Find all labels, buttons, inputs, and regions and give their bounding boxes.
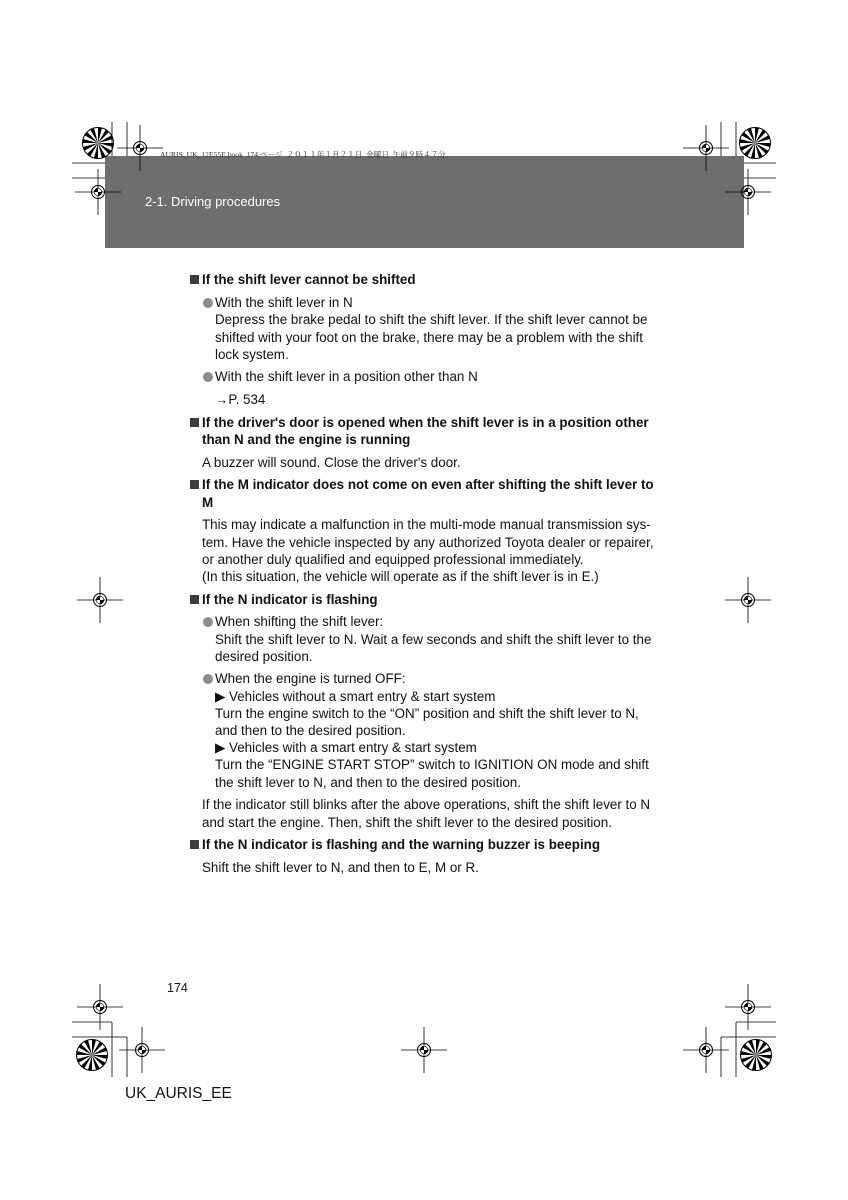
bullet-text-line: and then to the desired position. — [215, 723, 406, 739]
bullet-text-line: Depress the brake pedal to shift the shift lever. If the shift lever cannot be — [215, 312, 648, 328]
crosshair-target-icon — [725, 169, 771, 215]
bullet-text-line: desired position. — [215, 648, 313, 664]
heading-line: If the driver's door is opened when the shift lever is in a position other — [202, 414, 649, 430]
body-line: and start the engine. Then, shift the shift lever to the desired position. — [202, 814, 612, 830]
section-title: 2-1. Driving procedures — [145, 194, 281, 209]
print-slug: AURIS_UK_12E55E.book 174 ページ ２０１１年１月２１日 金曜日 午前９時４７分 — [160, 150, 446, 159]
heading-line: M — [202, 494, 214, 510]
heading-line: If the shift lever cannot be shifted — [202, 272, 416, 288]
crosshair-target-icon — [725, 984, 771, 1030]
page-number: 174 — [167, 981, 188, 995]
body-line: This may indicate a malfunction in the multi-mode manual transmission sys- — [202, 517, 651, 533]
body-line: If the indicator still blinks after the above operations, shift the shift lever to N — [202, 797, 651, 813]
heading-line: If the M indicator does not come on even after shifting the shift lever to — [202, 477, 654, 493]
bullet-text-line: shifted with your foot on the brake, there may be a problem with the shift — [215, 329, 643, 345]
crosshair-target-icon — [401, 1027, 447, 1073]
bullet-text-line: Turn the “ENGINE START STOP” switch to IGNITION ON mode and shift — [215, 757, 649, 773]
body-line: tem. Have the vehicle inspected by any authorized Toyota dealer or repairer, — [202, 534, 654, 550]
document-code: UK_AURIS_EE — [125, 1085, 232, 1102]
crosshair-target-icon — [75, 169, 121, 215]
crosshair-target-icon — [683, 1027, 729, 1073]
crosshair-target-icon — [117, 125, 163, 171]
heading-line: If the N indicator is flashing and the warning buzzer is beeping — [202, 837, 601, 853]
bullet-text-line: lock system. — [215, 346, 289, 362]
crosshair-target-icon — [77, 984, 123, 1030]
bullet-text-line: ▶ Vehicles without a smart entry & start system — [215, 688, 496, 704]
crosshair-target-icon — [77, 577, 123, 623]
bullet-label: With the shift lever in N — [215, 295, 353, 311]
bullet-text-line: the shift lever to N, and then to the desired position. — [215, 774, 521, 790]
heading-line: than N and the engine is running — [202, 432, 411, 448]
body-line: A buzzer will sound. Close the driver's door. — [202, 454, 461, 470]
bullet-label: With the shift lever in a position other than N — [215, 369, 478, 385]
bullet-text-line: ▶ Vehicles with a smart entry & start system — [215, 740, 477, 756]
crop-marks — [72, 122, 776, 1077]
body-line: (In this situation, the vehicle will operate as if the shift lever is in E.) — [202, 568, 599, 584]
bullet-label: When the engine is turned OFF: — [215, 671, 406, 687]
starburst-target-icon — [83, 128, 114, 159]
starburst-target-icon — [77, 1040, 108, 1071]
starburst-target-icon — [741, 1040, 772, 1071]
bullet-text-line: Shift the shift lever to N. Wait a few seconds and shift the shift lever to the — [215, 631, 652, 647]
starburst-target-icon — [740, 128, 771, 159]
crosshair-target-icon — [683, 125, 729, 171]
heading-line: If the N indicator is flashing — [202, 591, 378, 607]
page-reference: →P. 534 — [215, 392, 266, 408]
crosshair-target-icon — [725, 577, 771, 623]
bullet-text-line: Turn the engine switch to the “ON” position and shift the shift lever to N, — [215, 705, 639, 721]
bullet-label: When shifting the shift lever: — [215, 614, 384, 630]
body-line: Shift the shift lever to N, and then to E, M or R. — [202, 859, 479, 875]
body-line: or another duly qualified and equipped professional immediately. — [202, 551, 584, 567]
crosshair-target-icon — [119, 1027, 165, 1073]
